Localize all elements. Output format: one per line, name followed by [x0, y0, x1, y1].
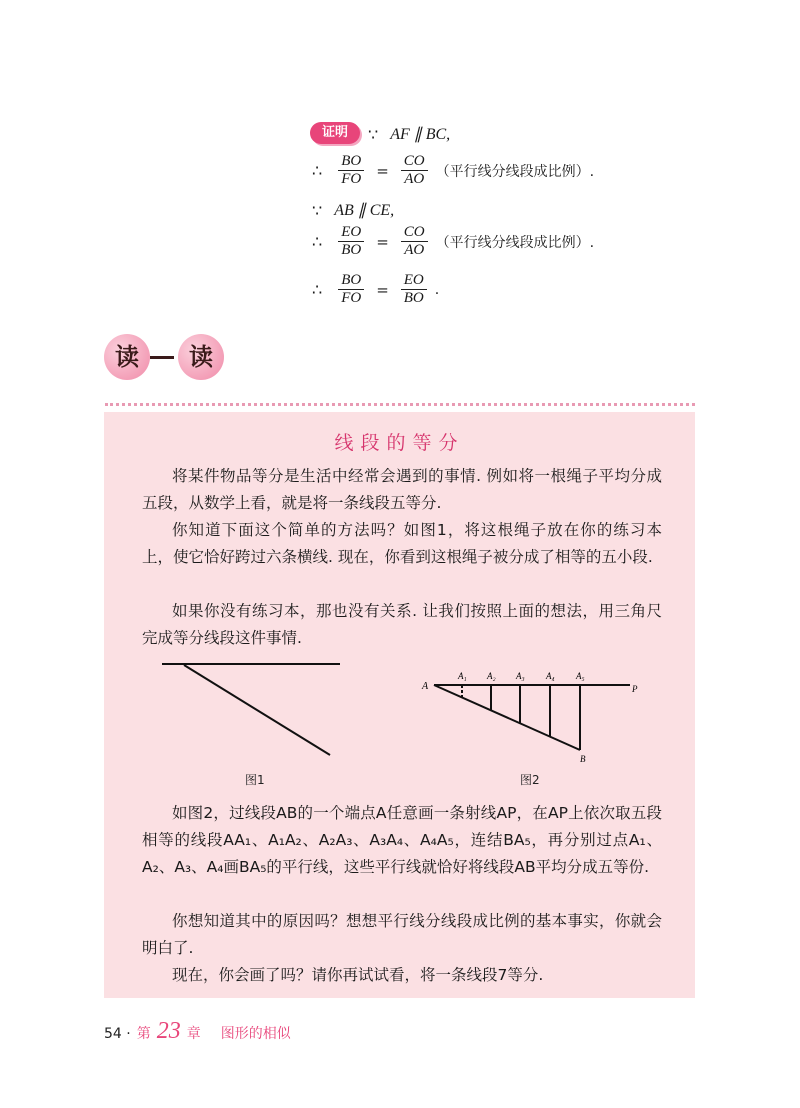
proof-line-5	[312, 272, 439, 307]
figure-1-diagram	[150, 655, 350, 765]
proof-end: .	[434, 281, 440, 298]
section-title: 线段的等分	[334, 432, 465, 454]
equals-sign: =	[376, 161, 389, 180]
label-A1: A₁	[458, 671, 467, 681]
heading-char-read-2: 读	[178, 334, 224, 380]
paragraph-4: 如图2，过线段AB的一个端点A任意画一条射线AP，在AP上依次取五段相等的线段AA₁、A₁A₂、A₂A₃、A₃A₄、A₄A₅，连结BA₅，再分别过点A₁、A₂、A₃、A₄画BA₅的平行线，这些平行线就恰好将线段AB平均分成五等份.	[142, 804, 662, 876]
proof-statement: AF ∥ BC,	[390, 126, 451, 143]
because-symbol: ∵	[312, 200, 323, 220]
label-A: A	[422, 681, 429, 692]
because-symbol: ∵	[368, 124, 379, 144]
proof-reason: （平行线分线段成比例）.	[435, 163, 595, 180]
proof-line-1	[368, 124, 450, 144]
page-number: 54 ·	[104, 1026, 131, 1042]
label-A3: A₃	[516, 671, 525, 681]
proof-badge: 证明	[310, 122, 360, 144]
rope-segment	[184, 665, 330, 755]
figure-2-caption: 图2	[520, 773, 540, 787]
heading-char-one	[150, 356, 174, 359]
equals-sign: =	[376, 232, 389, 251]
proof-statement: AB ∥ CE,	[334, 202, 395, 219]
label-A5: A₅	[576, 671, 585, 681]
label-A4: A₄	[546, 671, 555, 681]
fraction-left: $\frac{BO}{FO}$	[338, 153, 364, 188]
figure-1-caption: 图1	[245, 773, 265, 787]
segment-AB	[434, 685, 580, 750]
chapter-title: 图形的相似	[220, 1026, 291, 1042]
proof-line-4	[312, 224, 594, 259]
fraction-right: $\frac{EO}{BO}$	[401, 272, 427, 307]
chapter-prefix: 第	[136, 1026, 151, 1042]
page-footer	[104, 1018, 291, 1045]
therefore-symbol: ∴	[312, 280, 323, 299]
chapter-suffix: 章	[186, 1026, 201, 1042]
fraction-right: $\frac{CO}{AO}$	[401, 153, 428, 188]
label-B: B	[580, 754, 586, 764]
fraction-left: $\frac{BO}{FO}$	[338, 272, 364, 307]
paragraph-2: 你知道下面这个简单的方法吗？如图1，将这根绳子放在你的练习本上，使它恰好跨过六条横线. 现在，你看到这根绳子被分成了相等的五小段.	[142, 521, 662, 566]
chapter-number: 23	[156, 1018, 181, 1044]
figure-2-diagram	[420, 668, 650, 768]
proof-line-2	[312, 153, 594, 188]
paragraph-5: 你想知道其中的原因吗？想想平行线分线段成比例的基本事实，你就会明白了.	[142, 912, 662, 957]
paragraph-6: 现在，你会画了吗？请你再试试看，将一条线段7等分.	[172, 966, 544, 984]
fraction-left: $\frac{EO}{BO}$	[338, 224, 364, 259]
proof-line-3	[312, 200, 394, 220]
heading-char-read-1: 读	[104, 334, 150, 380]
equals-sign: =	[376, 280, 389, 299]
proof-reason: （平行线分线段成比例）.	[435, 234, 595, 251]
therefore-symbol: ∴	[312, 161, 323, 180]
paragraph-3: 如果你没有练习本，那也没有关系. 让我们按照上面的想法，用三角尺完成等分线段这件事情.	[142, 602, 662, 647]
therefore-symbol: ∴	[312, 232, 323, 251]
fraction-right: $\frac{CO}{AO}$	[401, 224, 428, 259]
dotted-divider	[105, 403, 695, 406]
label-P: P	[632, 684, 638, 694]
label-A2: A₂	[487, 671, 496, 681]
paragraph-1: 将某件物品等分是生活中经常会遇到的事情. 例如将一根绳子平均分成五段，从数学上看，就是将一条线段五等分.	[142, 467, 662, 512]
